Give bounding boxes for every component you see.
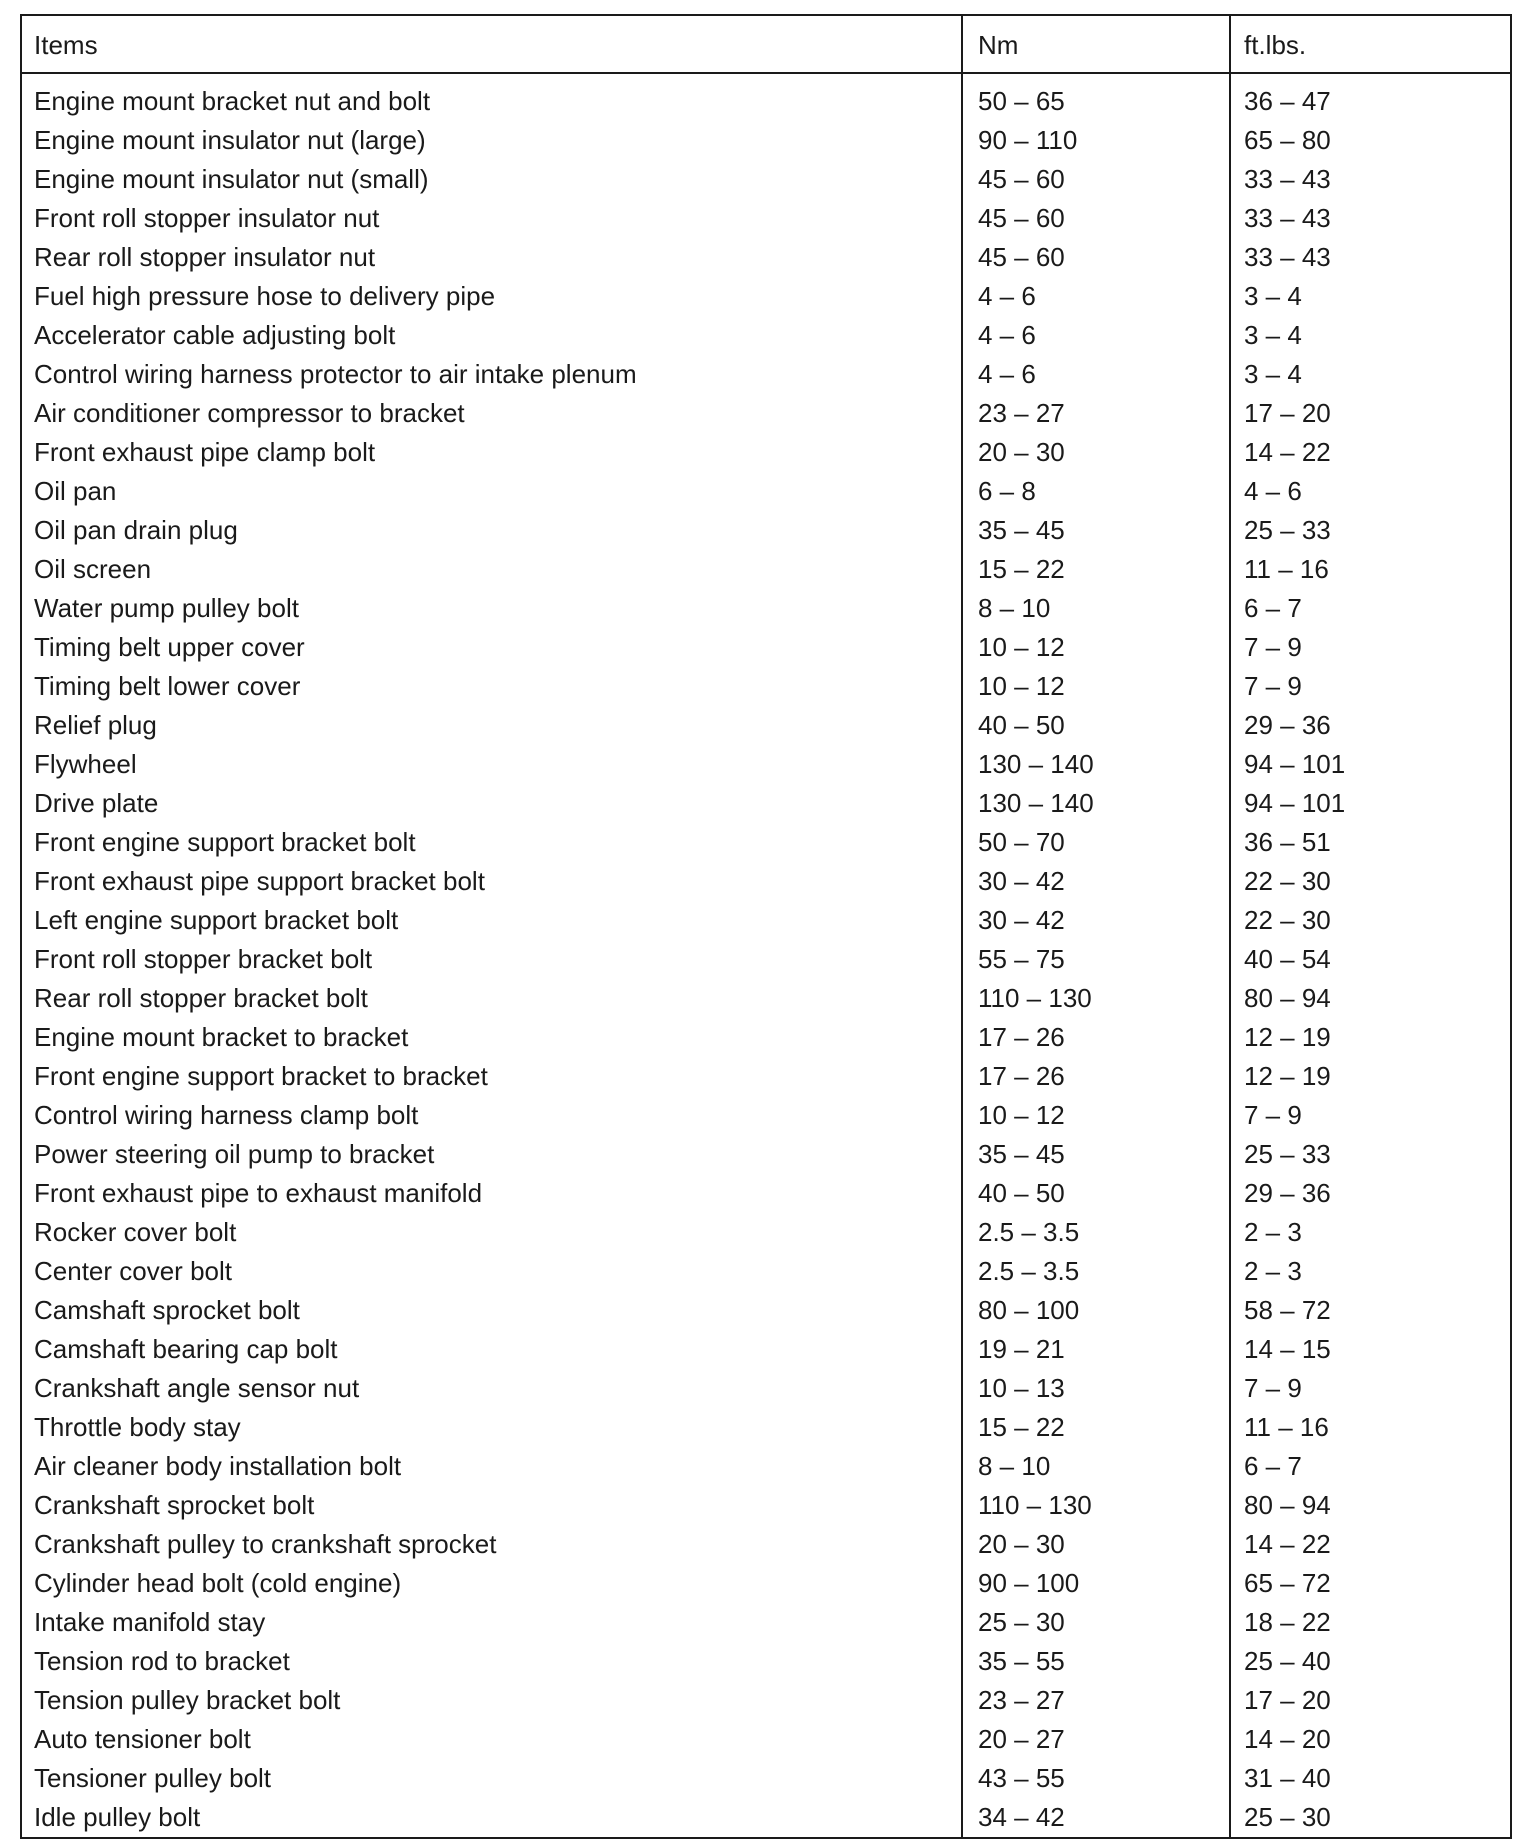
table-row xyxy=(22,1252,1510,1291)
table-body xyxy=(22,82,1510,1837)
row-nm-value: 50 – 70 xyxy=(978,827,1065,857)
row-ftlbs-value: 14 – 22 xyxy=(1244,1529,1331,1559)
table-row xyxy=(22,1174,1510,1213)
table-row xyxy=(22,1330,1510,1369)
table-row xyxy=(22,901,1510,940)
row-ftlbs-value: 36 – 47 xyxy=(1244,86,1331,116)
row-nm-value: 10 – 12 xyxy=(978,632,1065,662)
table-row xyxy=(22,1447,1510,1486)
row-ftlbs-value: 11 – 16 xyxy=(1244,1412,1329,1442)
table-row xyxy=(22,472,1510,511)
row-nm-value: 50 – 65 xyxy=(978,86,1065,116)
table-row xyxy=(22,355,1510,394)
row-nm-value: 43 – 55 xyxy=(978,1763,1065,1793)
row-item-name: Accelerator cable adjusting bolt xyxy=(34,320,396,350)
row-item-name: Rocker cover bolt xyxy=(34,1217,237,1247)
row-ftlbs-value: 65 – 72 xyxy=(1244,1568,1331,1598)
table-row xyxy=(22,316,1510,355)
table-row xyxy=(22,82,1510,121)
table-row xyxy=(22,511,1510,550)
table-row xyxy=(22,667,1510,706)
row-ftlbs-value: 14 – 22 xyxy=(1244,437,1331,467)
row-item-name: Drive plate xyxy=(34,788,159,818)
table-row xyxy=(22,940,1510,979)
row-nm-value: 20 – 27 xyxy=(978,1724,1065,1754)
row-nm-value: 110 – 130 xyxy=(978,983,1092,1013)
row-nm-value: 40 – 50 xyxy=(978,1178,1065,1208)
row-item-name: Control wiring harness protector to air intake plenum xyxy=(34,359,637,389)
row-ftlbs-value: 7 – 9 xyxy=(1244,671,1302,701)
row-nm-value: 10 – 12 xyxy=(978,1100,1065,1130)
row-nm-value: 35 – 45 xyxy=(978,515,1065,545)
row-nm-value: 35 – 45 xyxy=(978,1139,1065,1169)
row-item-name: Engine mount insulator nut (small) xyxy=(34,164,429,194)
row-item-name: Engine mount insulator nut (large) xyxy=(34,125,426,155)
row-item-name: Front exhaust pipe to exhaust manifold xyxy=(34,1178,483,1208)
table-row xyxy=(22,1642,1510,1681)
row-item-name: Power steering oil pump to bracket xyxy=(34,1139,435,1169)
table-row xyxy=(22,1408,1510,1447)
row-nm-value: 17 – 26 xyxy=(978,1061,1065,1091)
row-item-name: Fuel high pressure hose to delivery pipe xyxy=(34,281,496,311)
row-item-name: Front roll stopper bracket bolt xyxy=(34,944,373,974)
row-ftlbs-value: 36 – 51 xyxy=(1244,827,1331,857)
row-nm-value: 90 – 100 xyxy=(978,1568,1080,1598)
row-item-name: Control wiring harness clamp bolt xyxy=(34,1100,419,1130)
row-ftlbs-value: 6 – 7 xyxy=(1244,1451,1302,1481)
row-item-name: Oil pan drain plug xyxy=(34,515,238,545)
row-nm-value: 4 – 6 xyxy=(978,320,1036,350)
row-ftlbs-value: 33 – 43 xyxy=(1244,203,1331,233)
table-row xyxy=(22,862,1510,901)
row-ftlbs-value: 33 – 43 xyxy=(1244,164,1331,194)
row-nm-value: 45 – 60 xyxy=(978,203,1065,233)
table-row xyxy=(22,628,1510,667)
row-ftlbs-value: 22 – 30 xyxy=(1244,905,1331,935)
row-ftlbs-value: 7 – 9 xyxy=(1244,632,1302,662)
row-item-name: Front exhaust pipe support bracket bolt xyxy=(34,866,485,896)
row-ftlbs-value: 7 – 9 xyxy=(1244,1373,1302,1403)
row-item-name: Flywheel xyxy=(34,749,137,779)
row-ftlbs-value: 29 – 36 xyxy=(1244,1178,1331,1208)
row-nm-value: 23 – 27 xyxy=(978,398,1065,428)
row-ftlbs-value: 25 – 30 xyxy=(1244,1802,1331,1832)
row-ftlbs-value: 25 – 40 xyxy=(1244,1646,1331,1676)
row-nm-value: 2.5 – 3.5 xyxy=(978,1256,1080,1286)
row-item-name: Timing belt upper cover xyxy=(34,632,305,662)
row-nm-value: 19 – 21 xyxy=(978,1334,1065,1364)
table-row xyxy=(22,706,1510,745)
row-nm-value: 30 – 42 xyxy=(978,866,1065,896)
row-ftlbs-value: 58 – 72 xyxy=(1244,1295,1331,1325)
row-ftlbs-value: 3 – 4 xyxy=(1244,281,1302,311)
table-row xyxy=(22,1603,1510,1642)
row-ftlbs-value: 80 – 94 xyxy=(1244,1490,1331,1520)
torque-spec-table xyxy=(20,14,1512,1839)
table-header-row xyxy=(22,16,1510,74)
row-ftlbs-value: 25 – 33 xyxy=(1244,1139,1331,1169)
row-item-name: Front exhaust pipe clamp bolt xyxy=(34,437,376,467)
row-nm-value: 40 – 50 xyxy=(978,710,1065,740)
table-row xyxy=(22,1291,1510,1330)
row-ftlbs-value: 80 – 94 xyxy=(1244,983,1331,1013)
row-item-name: Air conditioner compressor to bracket xyxy=(34,398,465,428)
table-row xyxy=(22,550,1510,589)
table-row xyxy=(22,745,1510,784)
row-item-name: Front engine support bracket bolt xyxy=(34,827,416,857)
row-nm-value: 90 – 110 xyxy=(978,125,1078,155)
row-item-name: Throttle body stay xyxy=(34,1412,241,1442)
header-nm: Nm xyxy=(978,30,1019,60)
table-row xyxy=(22,1486,1510,1525)
row-nm-value: 20 – 30 xyxy=(978,1529,1065,1559)
table-row xyxy=(22,1213,1510,1252)
row-ftlbs-value: 12 – 19 xyxy=(1244,1061,1331,1091)
row-item-name: Intake manifold stay xyxy=(34,1607,266,1637)
table-row xyxy=(22,1369,1510,1408)
row-nm-value: 130 – 140 xyxy=(978,749,1094,779)
table-row xyxy=(22,1096,1510,1135)
row-ftlbs-value: 3 – 4 xyxy=(1244,320,1302,350)
row-item-name: Timing belt lower cover xyxy=(34,671,301,701)
row-nm-value: 15 – 22 xyxy=(978,554,1065,584)
row-ftlbs-value: 4 – 6 xyxy=(1244,476,1302,506)
row-ftlbs-value: 94 – 101 xyxy=(1244,788,1346,818)
row-item-name: Crankshaft angle sensor nut xyxy=(34,1373,360,1403)
row-item-name: Tensioner pulley bolt xyxy=(34,1763,272,1793)
row-ftlbs-value: 14 – 15 xyxy=(1244,1334,1331,1364)
row-item-name: Tension pulley bracket bolt xyxy=(34,1685,341,1715)
row-item-name: Front roll stopper insulator nut xyxy=(34,203,380,233)
row-ftlbs-value: 17 – 20 xyxy=(1244,398,1331,428)
row-nm-value: 55 – 75 xyxy=(978,944,1065,974)
row-item-name: Center cover bolt xyxy=(34,1256,232,1286)
row-item-name: Rear roll stopper bracket bolt xyxy=(34,983,368,1013)
table-row xyxy=(22,1057,1510,1096)
row-item-name: Left engine support bracket bolt xyxy=(34,905,399,935)
table-row xyxy=(22,823,1510,862)
row-nm-value: 15 – 22 xyxy=(978,1412,1065,1442)
header-ft-lbs: ft.lbs. xyxy=(1244,30,1307,60)
row-ftlbs-value: 17 – 20 xyxy=(1244,1685,1331,1715)
row-nm-value: 10 – 12 xyxy=(978,671,1065,701)
row-ftlbs-value: 7 – 9 xyxy=(1244,1100,1302,1130)
row-ftlbs-value: 25 – 33 xyxy=(1244,515,1331,545)
table-row xyxy=(22,1135,1510,1174)
row-ftlbs-value: 94 – 101 xyxy=(1244,749,1346,779)
row-ftlbs-value: 11 – 16 xyxy=(1244,554,1329,584)
row-ftlbs-value: 12 – 19 xyxy=(1244,1022,1331,1052)
row-nm-value: 35 – 55 xyxy=(978,1646,1065,1676)
row-ftlbs-value: 3 – 4 xyxy=(1244,359,1302,389)
row-item-name: Oil screen xyxy=(34,554,152,584)
row-ftlbs-value: 65 – 80 xyxy=(1244,125,1331,155)
table-row xyxy=(22,1798,1510,1837)
table-row xyxy=(22,1018,1510,1057)
row-nm-value: 130 – 140 xyxy=(978,788,1094,818)
table-row xyxy=(22,433,1510,472)
row-ftlbs-value: 22 – 30 xyxy=(1244,866,1331,896)
row-nm-value: 4 – 6 xyxy=(978,281,1036,311)
row-ftlbs-value: 2 – 3 xyxy=(1244,1256,1302,1286)
row-nm-value: 110 – 130 xyxy=(978,1490,1092,1520)
table-row xyxy=(22,1720,1510,1759)
row-ftlbs-value: 33 – 43 xyxy=(1244,242,1331,272)
row-item-name: Crankshaft sprocket bolt xyxy=(34,1490,315,1520)
table-row xyxy=(22,238,1510,277)
table-row xyxy=(22,1564,1510,1603)
table-row xyxy=(22,394,1510,433)
row-nm-value: 20 – 30 xyxy=(978,437,1065,467)
table-row xyxy=(22,979,1510,1018)
row-nm-value: 10 – 13 xyxy=(978,1373,1065,1403)
row-nm-value: 45 – 60 xyxy=(978,164,1065,194)
row-nm-value: 30 – 42 xyxy=(978,905,1065,935)
row-ftlbs-value: 18 – 22 xyxy=(1244,1607,1331,1637)
table-row xyxy=(22,277,1510,316)
table-row xyxy=(22,199,1510,238)
row-item-name: Engine mount bracket to bracket xyxy=(34,1022,409,1052)
row-item-name: Crankshaft pulley to crankshaft sprocket xyxy=(34,1529,497,1559)
row-item-name: Rear roll stopper insulator nut xyxy=(34,242,376,272)
row-item-name: Auto tensioner bolt xyxy=(34,1724,251,1754)
row-nm-value: 80 – 100 xyxy=(978,1295,1080,1325)
table-row xyxy=(22,121,1510,160)
row-ftlbs-value: 40 – 54 xyxy=(1244,944,1331,974)
row-ftlbs-value: 6 – 7 xyxy=(1244,593,1302,623)
row-nm-value: 8 – 10 xyxy=(978,593,1051,623)
row-nm-value: 4 – 6 xyxy=(978,359,1036,389)
row-item-name: Air cleaner body installation bolt xyxy=(34,1451,402,1481)
row-nm-value: 8 – 10 xyxy=(978,1451,1051,1481)
row-nm-value: 17 – 26 xyxy=(978,1022,1065,1052)
row-item-name: Camshaft sprocket bolt xyxy=(34,1295,300,1325)
header-items: Items xyxy=(34,30,98,60)
row-item-name: Front engine support bracket to bracket xyxy=(34,1061,488,1091)
row-nm-value: 25 – 30 xyxy=(978,1607,1065,1637)
row-item-name: Camshaft bearing cap bolt xyxy=(34,1334,338,1364)
row-ftlbs-value: 31 – 40 xyxy=(1244,1763,1331,1793)
row-ftlbs-value: 14 – 20 xyxy=(1244,1724,1331,1754)
row-nm-value: 2.5 – 3.5 xyxy=(978,1217,1080,1247)
table-row xyxy=(22,1759,1510,1798)
row-item-name: Oil pan xyxy=(34,476,117,506)
row-item-name: Water pump pulley bolt xyxy=(34,593,299,623)
row-ftlbs-value: 29 – 36 xyxy=(1244,710,1331,740)
row-item-name: Tension rod to bracket xyxy=(34,1646,290,1676)
row-nm-value: 6 – 8 xyxy=(978,476,1036,506)
row-ftlbs-value: 2 – 3 xyxy=(1244,1217,1302,1247)
table-row xyxy=(22,1525,1510,1564)
row-item-name: Cylinder head bolt (cold engine) xyxy=(34,1568,402,1598)
row-nm-value: 45 – 60 xyxy=(978,242,1065,272)
row-item-name: Relief plug xyxy=(34,710,157,740)
table-row xyxy=(22,160,1510,199)
table-row xyxy=(22,589,1510,628)
table-row xyxy=(22,784,1510,823)
row-nm-value: 34 – 42 xyxy=(978,1802,1065,1832)
row-item-name: Engine mount bracket nut and bolt xyxy=(34,86,431,116)
row-nm-value: 23 – 27 xyxy=(978,1685,1065,1715)
row-item-name: Idle pulley bolt xyxy=(34,1802,201,1832)
table-row xyxy=(22,1681,1510,1720)
